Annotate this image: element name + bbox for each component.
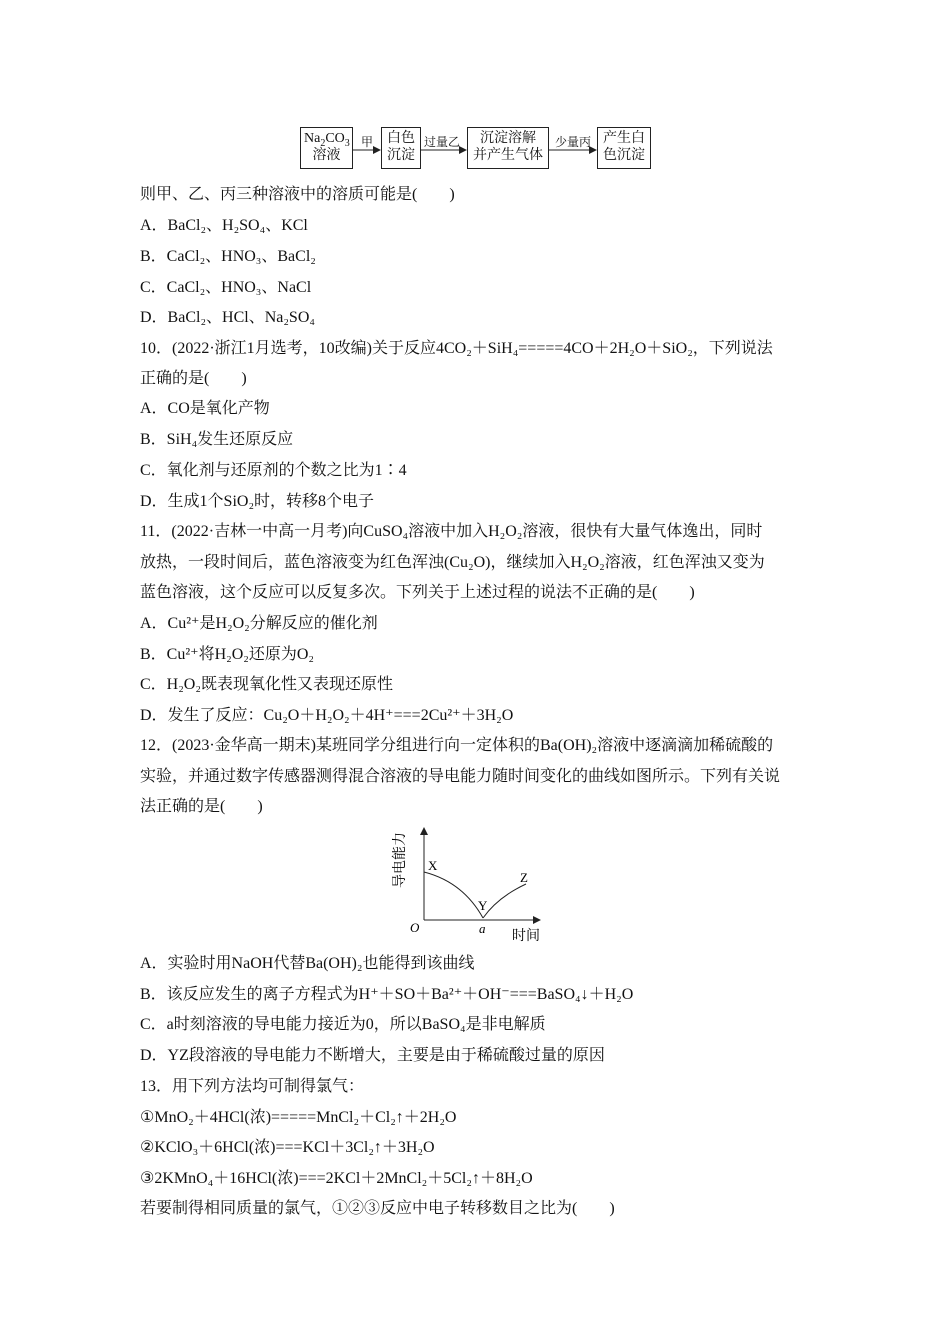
flow-box-white-precip-2: 产生白 色沉淀 <box>597 127 651 169</box>
q11-option-c: C．H₂O₂既表现氧化性又表现还原性 <box>140 676 393 693</box>
q13-reaction-1: ①MnO₂＋4HCl(浓)=====MnCl₂＋Cl₂↑＋2H₂O <box>140 1109 457 1126</box>
q12-stem-line2: 实验，并通过数字传感器测得混合溶液的导电能力随时间变化的曲线如图所示。下列有关说 <box>140 768 781 785</box>
y-axis-label: 导电能力 <box>393 832 408 888</box>
q9-option-c: C．CaCl₂、HNO₃、NaCl <box>140 279 312 296</box>
q12-option-a: A．实验时用NaOH代替Ba(OH)₂也能得到该曲线 <box>140 955 475 972</box>
q12-stem-line1: 12．(2023·金华高一期末)某班同学分组进行向一定体积的Ba(OH)₂溶液中逐滴滴加稀硫酸的 <box>140 737 774 754</box>
q13-reaction-3: ③2KMnO₄＋16HCl(浓)===2KCl＋2MnCl₂＋5Cl₂↑＋8H₂O <box>140 1170 533 1187</box>
q10-option-b: B．SiH₄发生还原反应 <box>140 431 294 448</box>
conductivity-curve-xy <box>424 872 483 918</box>
q9-stem: 则甲、乙、丙三种溶液中的溶质可能是( ) <box>140 186 455 203</box>
flow-arrow-label-3: 少量丙 <box>555 135 592 149</box>
q11-option-b: B．Cu²⁺将H₂O₂还原为O₂ <box>140 646 314 663</box>
q12-stem-line3: 法正确的是( ) <box>140 798 263 815</box>
flow-box-white-precip: 白色 沉淀 <box>381 127 421 169</box>
q11-stem-line1: 11．(2022·吉林一中高一月考)向CuSO₄溶液中加入H₂O₂溶液，很快有大量气体逸出，同时 <box>140 523 763 540</box>
q12-option-b: B．该反应发生的离子方程式为H⁺＋SO＋Ba²⁺＋OH⁻===BaSO₄↓＋H₂O <box>140 986 634 1003</box>
q9-option-d: D．BaCl₂、HCl、Na₂SO₄ <box>140 309 315 326</box>
flow-arrow-label-2: 过量乙 <box>424 135 461 149</box>
q9-option-b: B．CaCl₂、HNO₃、BaCl₂ <box>140 248 316 265</box>
flow-arrow-label-1: 甲 <box>361 135 374 149</box>
q13-question: 若要制得相同质量的氯气，①②③反应中电子转移数目之比为( ) <box>140 1200 615 1217</box>
q13-reaction-2: ②KClO₃＋6HCl(浓)===KCl＋3Cl₂↑＋3H₂O <box>140 1139 435 1156</box>
point-y-label: Y <box>478 898 488 913</box>
q10-stem-line1: 10．(2022·浙江1月选考，10改编)关于反应4CO₂＋SiH₄=====4CO＋2H₂O＋SiO₂，下列说法 <box>140 340 773 357</box>
point-x-label: X <box>428 858 438 873</box>
flow-box-dissolve: 沉淀溶解 并产生气体 <box>467 127 549 169</box>
q11-option-d: D．发生了反应：Cu₂O＋H₂O₂＋4H⁺===2Cu²⁺＋3H₂O <box>140 707 514 724</box>
q10-option-c: C．氧化剂与还原剂的个数之比为1∶4 <box>140 462 407 479</box>
q11-stem-line3: 蓝色溶液，这个反应可以反复多次。下列关于上述过程的说法不正确的是( ) <box>140 584 695 601</box>
point-z-label: Z <box>520 870 528 885</box>
q11-option-a: A．Cu²⁺是H₂O₂分解反应的催化剂 <box>140 615 378 632</box>
q12-option-d: D．YZ段溶液的导电能力不断增大，主要是由于稀硫酸过量的原因 <box>140 1047 605 1064</box>
conductivity-curve-yz <box>483 884 526 918</box>
q11-stem-line2: 放热，一段时间后，蓝色溶液变为红色浑浊(Cu₂O)，继续加入H₂O₂溶液，红色浑浊又变为 <box>140 554 765 571</box>
x-axis-label: 时间 <box>512 929 540 944</box>
q9-option-a: A．BaCl₂、H₂SO₄、KCl <box>140 217 308 234</box>
conductivity-graph <box>378 822 548 947</box>
q10-option-a: A．CO是氧化产物 <box>140 400 270 417</box>
origin-label: O <box>410 920 420 935</box>
q13-stem: 13．用下列方法均可制得氯气： <box>140 1078 365 1095</box>
point-a-label: a <box>479 921 486 936</box>
q12-option-c: C．a时刻溶液的导电能力接近为0，所以BaSO₄是非电解质 <box>140 1016 546 1033</box>
flow-box-na2co3: $Na_2CO_3$ 溶液 <box>300 127 353 169</box>
q10-option-d: D．生成1个SiO₂时，转移8个电子 <box>140 493 375 510</box>
q10-stem-line2: 正确的是( ) <box>140 370 247 387</box>
flow-arrows <box>0 0 950 200</box>
